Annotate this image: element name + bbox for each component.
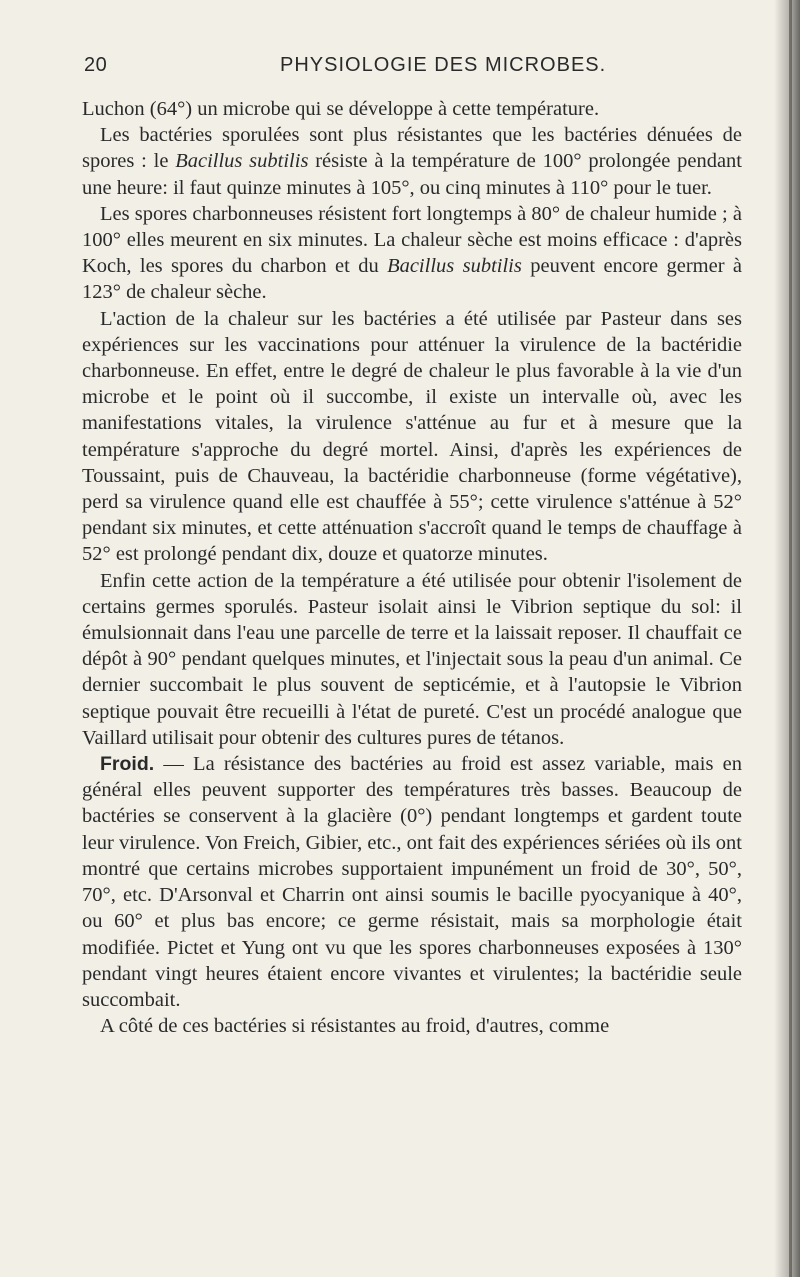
italic-species-name: Bacillus subtilis <box>387 255 522 278</box>
running-title: PHYSIOLOGIE DES MICROBES. <box>280 54 607 76</box>
paragraph <box>82 122 742 201</box>
paragraph <box>82 568 742 751</box>
text-segment: résiste à la température de 100° prolongée pendant une heure: il faut quinze minutes à 105°, ou cinq minutes à 110° pour le tuer. <box>82 150 742 199</box>
text-segment: Luchon (64°) un microbe qui se développe à cette température. <box>82 98 600 120</box>
paragraph <box>82 201 742 306</box>
body-text <box>82 96 742 1039</box>
text-segment: Les bactéries sporulées sont plus résistantes que les bactéries dénuées de spores : le <box>82 124 742 173</box>
text-segment: L'action de la chaleur sur les bactéries a été utilisée par Pasteur dans ses expériences sur les vaccinations pour atténuer la virulence de la bactéridie charbonneuse. En effet, entre le degré de chaleur le plus favorable à la vie d'un microbe et le point où il succombe, il existe un intervalle où, avec les manifestations vitales, la virulence s'atténue au fur et à mesure que la température s'approche du degré mortel. Ainsi, d'après les expériences de Toussaint, puis de Chauveau, la bactéridie charbonneuse (forme végétative), perd sa virulence quand elle est chauffée à 55°; cette virulence s'atténue à 52° pendant six minutes, et cette atténuation s'accroît quand le temps de chauffage à 52° est prolongé pendant dix, douze et quatorze minutes. <box>82 307 742 566</box>
text-segment: Les spores charbonneuses résistent fort longtemps à 80° de chaleur humide ; à 100° elles meurent en six minutes. La chaleur sèche est moins efficace : d'après Koch, les spores du charbon et du <box>82 202 742 278</box>
section-run-in-heading: Froid. <box>100 753 155 776</box>
paragraph <box>82 1013 742 1039</box>
page-number: 20 <box>84 54 108 76</box>
text-segment: peuvent encore germer à 123° de chaleur sèche. <box>82 255 742 304</box>
text-segment: — La résistance des bactéries au froid est assez variable, mais en général elles peuvent supporter des températures très basses. Beaucoup de bactéries se conservent à la glacière (0°) pendant longtemps et gardent toute leur virulence. Von Freich, Gibier, etc., ont fait des expériences sériées où ils ont montré que certains microbes supportaient impunément un froid de 30°, 50°, 70°, etc. D'Arsonval et Charrin ont ainsi soumis le bacille pyocyanique à 40°, ou 60° et plus bas encore; ce germe résistait, mais sa morphologie était modifiée. Pictet et Yung ont vu que les spores charbonneuses exposées à 130° pendant vingt heures étaient encore vivantes et virulentes; la bactéridie seule succombait. <box>82 753 742 1011</box>
page-edge-shadow <box>774 0 800 1277</box>
page-edge-line <box>789 0 792 1277</box>
text-segment: A côté de ces bactéries si résistantes au froid, d'autres, comme <box>100 1015 610 1038</box>
page-header <box>0 54 800 82</box>
paragraph <box>82 751 742 1013</box>
paragraph <box>82 96 742 122</box>
paragraph <box>82 306 742 568</box>
text-segment: Enfin cette action de la température a été utilisée pour obtenir l'isolement de certains germes sporulés. Pasteur isolait ainsi le Vibrion septique du sol: il émulsionnait dans l'eau une parcelle de terre et la laissait reposer. Il chauffait ce dépôt à 90° pendant quelques minutes, et l'injectait sous la peau d'un animal. Ce dernier succombait le plus souvent de septicémie, et à l'autopsie le Vibrion septique pouvait être recueilli à l'état de pureté. C'est un procédé analogue que Vaillard utilisait pour obtenir des cultures pures de tétanos. <box>82 569 742 749</box>
italic-species-name: Bacillus subtilis <box>175 150 309 173</box>
